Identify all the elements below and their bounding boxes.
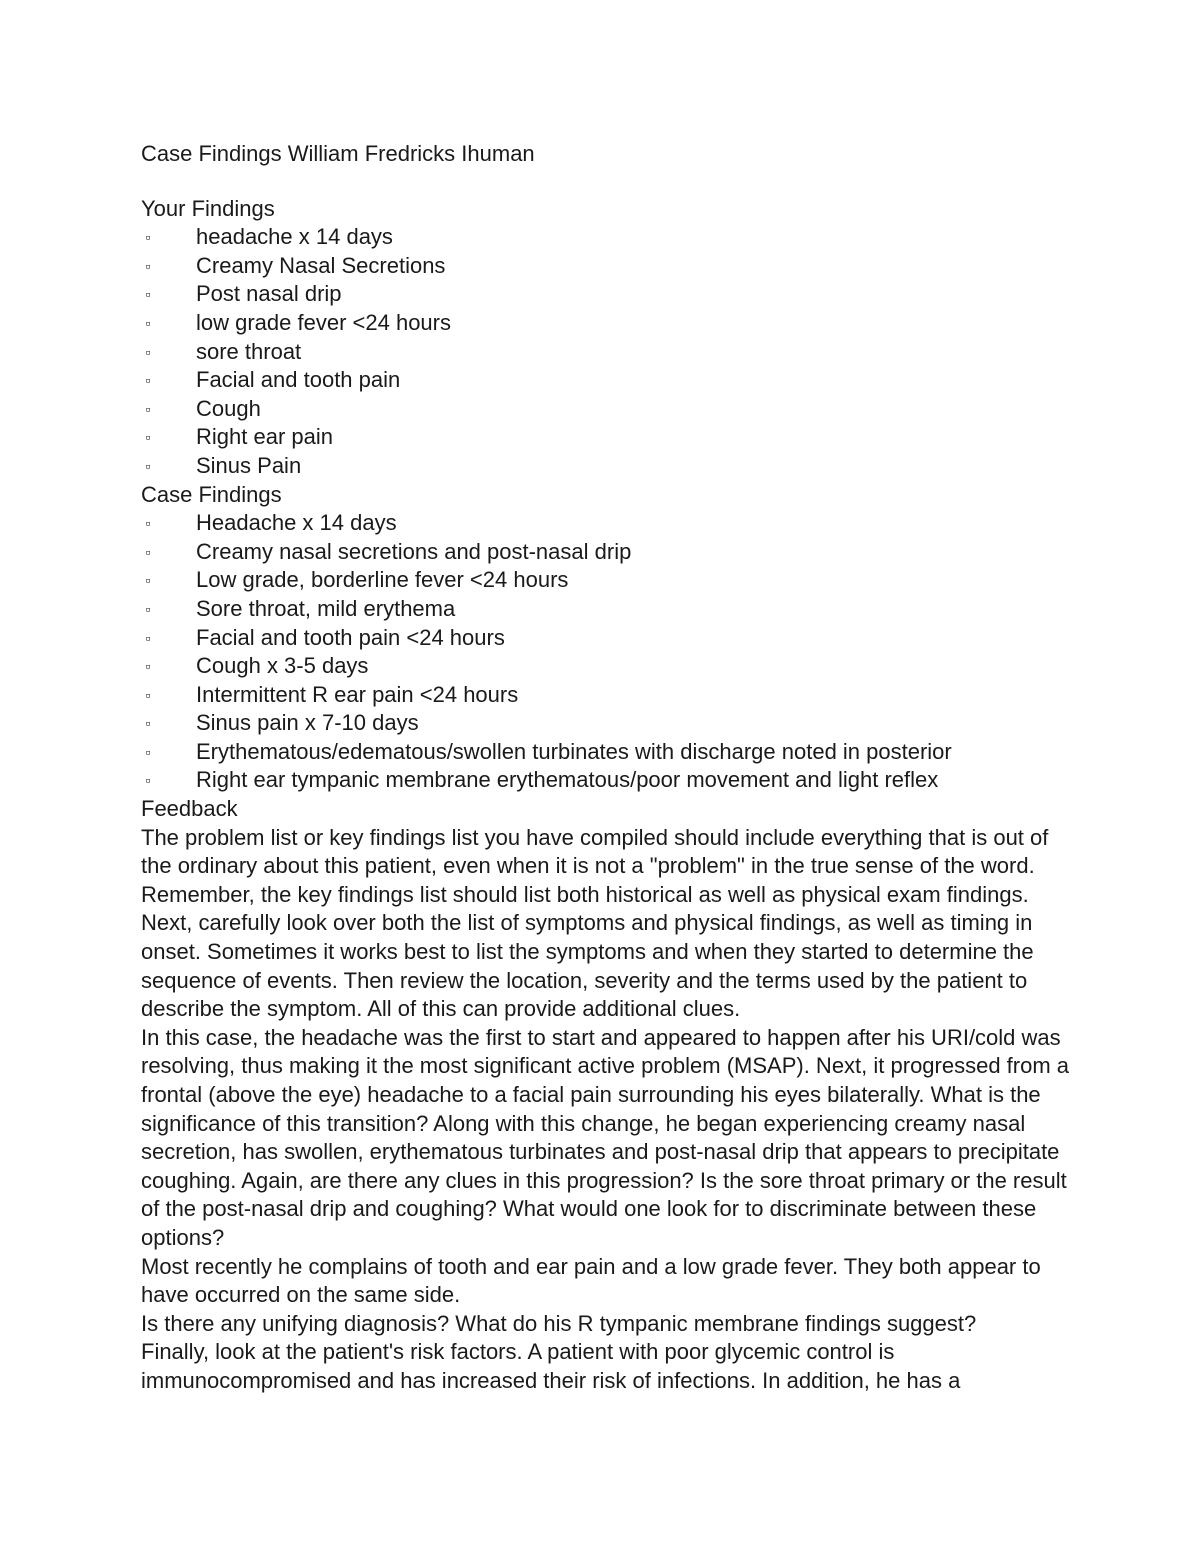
feedback-paragraph: In this case, the headache was the first to start and appeared to happen after his URI/cold was resolving, thus making it the most significant active problem (MSAP). Next, it progressed from a frontal (above the eye) headache to a facial pain surrounding his eyes bilaterally. What is the significance of this transition? Along with this change, he began experiencing creamy nasal secretion, has swollen, erythematous turbinates and post-nasal drip that appears to precipitate coughing. Again, are there any clues in this progression? Is the sore throat primary or the result of the post-nasal drip and coughing? What would one look for to discriminate between these options? [141,1024,1070,1250]
list-item-text: Creamy nasal secretions and post-nasal drip [196,538,632,564]
list-item-text: headache x 14 days [196,224,393,250]
list-item-text: Creamy Nasal Secretions [196,252,446,278]
case-findings-heading: Case Findings [141,481,282,507]
list-item-text: Cough x 3-5 days [196,653,369,679]
list-item [141,338,1071,367]
list-item [141,280,1071,309]
bullet-icon: ▫ [145,400,151,417]
bullet-icon: ▫ [145,686,151,703]
list-item-text: Post nasal drip [196,281,342,307]
list-item-text: Right ear pain [196,424,333,450]
your-findings-heading: Your Findings [141,195,275,221]
feedback-heading: Feedback [141,796,238,822]
list-item [141,652,1071,681]
list-item [141,766,1071,795]
list-item-text: Right ear tympanic membrane erythematous/poor movement and light reflex [196,767,939,793]
your-findings-list [141,223,1071,480]
case-findings-list [141,509,1071,795]
list-item-text: Erythematous/edematous/swollen turbinates with discharge noted in posterior [196,738,952,764]
list-item [141,252,1071,281]
bullet-icon: ▫ [145,572,151,589]
bullet-icon: ▫ [145,772,151,789]
list-item [141,566,1071,595]
list-item [141,509,1071,538]
bullet-icon: ▫ [145,343,151,360]
list-item-text: Facial and tooth pain [196,367,401,393]
feedback-paragraph: Is there any unifying diagnosis? What do his R tympanic membrane findings suggest? [141,1310,977,1336]
bullet-icon: ▫ [145,229,151,246]
list-item [141,738,1071,767]
list-item [141,595,1071,624]
list-item-text: Sore throat, mild erythema [196,595,456,621]
list-item [141,709,1071,738]
bullet-icon: ▫ [145,457,151,474]
bullet-icon: ▫ [145,429,151,446]
list-item-text: Cough [196,395,261,421]
bullet-icon: ▫ [145,515,151,532]
document-page [141,140,1071,1396]
bullet-icon: ▫ [145,743,151,760]
list-item-text: Facial and tooth pain <24 hours [196,624,505,650]
feedback-paragraph: Finally, look at the patient's risk factors. A patient with poor glycemic control is immunocompromised and has increased their risk of infections. In addition, he has a [141,1339,961,1393]
feedback-paragraph: Most recently he complains of tooth and ear pain and a low grade fever. They both appear to have occurred on the same side. [141,1253,1041,1308]
list-item [141,452,1071,481]
list-item [141,395,1071,424]
list-item-text: sore throat [196,338,302,364]
bullet-icon: ▫ [145,257,151,274]
feedback-body [141,824,1071,1396]
list-item-text: Sinus pain x 7-10 days [196,710,419,736]
bullet-icon: ▫ [145,658,151,675]
bullet-icon: ▫ [145,314,151,331]
bullet-icon: ▫ [145,600,151,617]
list-item [141,366,1071,395]
bullet-icon: ▫ [145,372,151,389]
bullet-icon: ▫ [145,715,151,732]
list-item [141,681,1071,710]
list-item [141,423,1071,452]
list-item-text: low grade fever <24 hours [196,309,451,335]
list-item-text: Headache x 14 days [196,510,397,536]
bullet-icon: ▫ [145,286,151,303]
feedback-paragraph: The problem list or key findings list you have compiled should include everything that is out of the ordinary about this patient, even when it is not a "problem" in the true sense of the word. Remember, the key findings list should list both historical as well as physical exam findings. [141,824,1049,907]
list-item [141,223,1071,252]
feedback-paragraph: Next, carefully look over both the list of symptoms and physical findings, as well as timing in onset. Sometimes it works best to list the symptoms and when they started to determine the sequence of events. Then review the location, severity and the terms used by the patient to describe the symptom. All of this can provide additional clues. [141,910,1034,1022]
bullet-icon: ▫ [145,543,151,560]
list-item [141,538,1071,567]
document-title: Case Findings William Fredricks Ihuman [141,141,535,166]
list-item-text: Sinus Pain [196,452,302,478]
list-item [141,624,1071,653]
list-item-text: Low grade, borderline fever <24 hours [196,567,569,593]
list-item-text: Intermittent R ear pain <24 hours [196,681,519,707]
list-item [141,309,1071,338]
bullet-icon: ▫ [145,629,151,646]
